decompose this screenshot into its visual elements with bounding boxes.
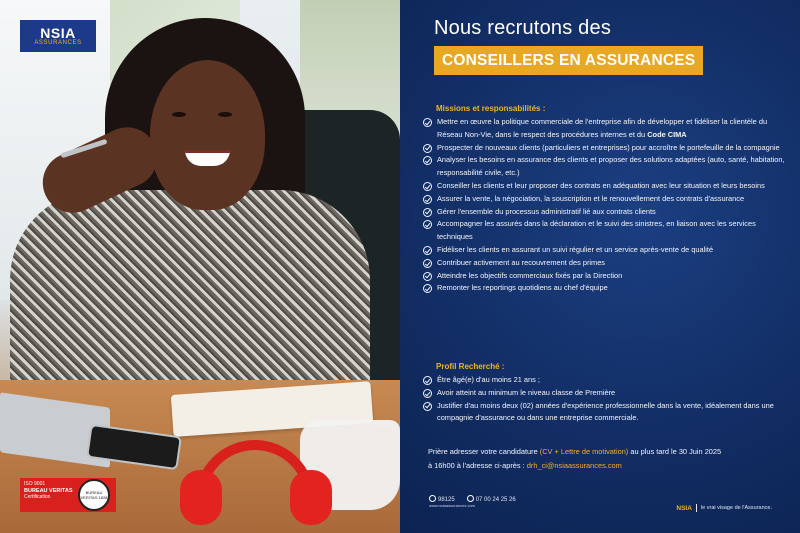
contact-footer xyxy=(429,495,516,508)
person-face xyxy=(150,60,265,210)
person-shirt xyxy=(10,190,370,410)
person-eye-right xyxy=(218,112,232,117)
missions-list xyxy=(423,116,788,295)
headphone-cup-right xyxy=(290,470,332,525)
footer-brand: NSIA xyxy=(676,504,692,512)
headphone-cup-left xyxy=(180,470,222,525)
brand-footer xyxy=(676,504,772,512)
list-item-text: Analyser les besoins en assurance des clients et proposer des solutions adaptées (auto, santé, habitation, responsabilité civile, etc.) xyxy=(437,155,785,178)
list-item xyxy=(423,206,788,219)
missions-title: Missions et responsabilités : xyxy=(436,104,546,113)
check-circle-icon xyxy=(423,182,432,191)
check-circle-icon xyxy=(423,284,432,293)
list-item xyxy=(423,193,788,206)
list-item-text: Remonter les reportings quotidiens au chef d'équipe xyxy=(437,283,608,293)
list-item-text: Assurer la vente, la négociation, la souscription et le renouvellement des contrats d'assurance xyxy=(437,193,745,203)
check-circle-icon xyxy=(423,246,432,255)
job-title-banner: CONSEILLERS EN ASSURANCES xyxy=(434,46,703,75)
seal-text: BUREAU VERITAS 1828 xyxy=(80,490,108,500)
check-circle-icon xyxy=(423,156,432,165)
check-circle-icon xyxy=(423,208,432,217)
whatsapp-contact xyxy=(467,495,516,503)
list-item xyxy=(423,400,788,426)
nsia-logo xyxy=(20,20,96,52)
list-item-text: Avoir atteint au minimum le niveau classe de Première xyxy=(437,387,616,397)
list-item xyxy=(423,374,788,387)
list-item xyxy=(423,180,788,193)
list-item xyxy=(423,282,788,295)
job-offer-panel xyxy=(400,0,800,533)
list-item xyxy=(423,257,788,270)
person-eye-left xyxy=(172,112,186,117)
list-item xyxy=(423,116,788,142)
profile-list xyxy=(423,374,788,425)
check-circle-icon xyxy=(423,195,432,204)
check-circle-icon xyxy=(423,118,432,127)
list-item xyxy=(423,270,788,283)
apply-documents: (CV + Lettre de motivation) xyxy=(539,447,629,456)
check-circle-icon xyxy=(423,376,432,385)
phone-number: 98125 xyxy=(438,497,455,503)
apply-deadline: au plus tard le 30 Juin 2025 xyxy=(628,447,722,456)
apply-address-label: à 16h00 à l'adresse ci-après : xyxy=(428,460,527,470)
list-item-text: Mettre en œuvre la politique commerciale de l'entreprise afin de développer et fidéliser la clientèle du Réseau Non-Vie, dans le respect des procédures internes et du Code CIMA xyxy=(437,117,768,139)
whatsapp-icon xyxy=(467,495,474,502)
phone-icon xyxy=(429,495,436,502)
footer-divider xyxy=(696,504,697,512)
list-item-text: Justifier d'au moins deux (02) années d'expérience professionnelle dans la vente, idéalement dans une compagnie d'assurance ou dans une entreprise commerciale. xyxy=(437,400,774,423)
apply-line-1 xyxy=(428,445,788,459)
list-item-text: Contribuer activement au recouvrement des primes xyxy=(437,257,606,267)
bureau-veritas-seal-icon xyxy=(78,479,110,511)
certifier-name: BUREAU VERITAS xyxy=(24,487,73,494)
iso-label: ISO 9001 xyxy=(24,481,46,487)
headline: Nous recrutons des xyxy=(434,17,612,39)
certification-label: Certification xyxy=(24,494,51,500)
list-item xyxy=(423,142,788,155)
check-circle-icon xyxy=(423,402,432,411)
phone-contact xyxy=(429,495,455,503)
website-link[interactable]: www.nsiaassurances.com xyxy=(429,503,476,508)
list-item-text: Accompagner les assurés dans la déclaration et le suivi des sinistres, en liaison avec les services techniques xyxy=(437,219,756,242)
list-item-text: Prospecter de nouveaux clients (particuliers et entreprises) pour accroître le portefeuille de la compagnie xyxy=(437,142,780,152)
apply-email-link[interactable]: drh_ci@nsiaassurances.com xyxy=(526,460,622,470)
list-item-text: Conseiller les clients et leur proposer des contrats en adéquation avec leur situation et leurs besoins xyxy=(437,180,765,190)
list-item-text: Être âgé(e) d'au moins 21 ans ; xyxy=(437,375,540,384)
profile-title: Profil Recherché : xyxy=(436,362,505,371)
check-circle-icon xyxy=(423,220,432,229)
list-item xyxy=(423,244,788,257)
check-circle-icon xyxy=(423,259,432,268)
apply-text: Prière adresser votre candidature xyxy=(428,447,540,456)
list-item-text: Atteindre les objectifs commerciaux fixés par la Direction xyxy=(437,270,623,280)
list-item-text: Gérer l'ensemble du processus administratif lié aux contrats clients xyxy=(437,206,656,216)
whatsapp-number: 07 00 24 25 26 xyxy=(475,497,516,503)
application-instructions xyxy=(428,445,788,472)
list-item-emphasis: Code CIMA xyxy=(647,129,687,139)
logo-text: NSIA xyxy=(40,24,76,41)
list-item-text: Fidéliser les clients en assurant un suivi régulier et un service après-vente de qualité xyxy=(437,244,714,254)
check-circle-icon xyxy=(423,272,432,281)
list-item xyxy=(423,218,788,244)
apply-line-2 xyxy=(428,459,788,473)
list-item xyxy=(423,387,788,400)
check-circle-icon xyxy=(423,389,432,398)
logo-subtext: ASSURANCES xyxy=(34,39,82,46)
check-circle-icon xyxy=(423,144,432,153)
footer-tagline: le vrai visage de l'Assurance. xyxy=(700,505,772,511)
list-item xyxy=(423,154,788,180)
